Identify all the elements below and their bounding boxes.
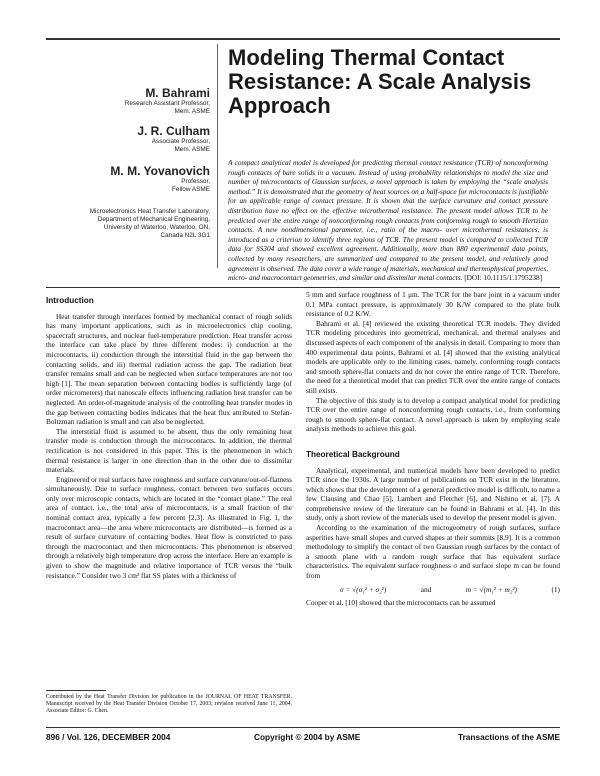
author-block — [137, 124, 210, 154]
paragraph: The objective of this study is to develop a compact analytical model for predicting TCR over the entire range of nonconforming rough contacts, i.e., from conforming rough to smooth sphere-flat contact. A novel approach is taken by employing scale analysis methods to achieve this goal. — [306, 395, 560, 434]
abstract-text: A compact analytical model is developed for predicting thermal contact resistance (TCR) of nonconforming rough contacts of bare solids in a vacuum. Instead of using probability relationships to model the size and number of microcontacts of Gaussian surfaces, a novel approach is taken by employing the “scale analysis method.” It is demonstrated that the geometry of heat sources on a half-space for microcontacts is justifiable for an applicable range of contact pressure. It is shown that the surface curvature and contact pressure distribution have no effect on the effective microthermal resistance. The present model allows TCR to be predicted over the entire range of nonconforming rough contacts from conforming rough to smooth Hertzian contacts. A new nondimensional parameter, i.e., ratio of the macro- over microthermal resistances, is introduced as a criterion to identify three regions of TCR. The present model is compared to collected TCR data for SS304 and showed excellent agreement. Additionally, more than 880 experimental data points, collected by many researchers, are summarized and compared to the present model, and relatively good agreement is observed. The data cover a wide range of materials, mechanical and thermophysical properties, micro- and macrocontact geometries, and similar and dissimilar metal contacts. — [228, 158, 548, 283]
author-role: Associate Professor, — [151, 138, 210, 145]
affiliation-line: Microelectronics Heat Transfer Laboratory, — [89, 208, 210, 215]
left-column — [46, 296, 292, 580]
paragraph: According to the examination of the microgeometry of rough surfaces, surface asperities have small slopes and curved shapes at their summits [8,9]. It is a common methodology to simplify the contact of two Gaussian rough surfaces by the contact of a smooth plane with a random rough surface that has equivalent surface characteristics. The equivalent surface roughness σ and surface slope m can be found from — [306, 523, 560, 581]
footnote: Contributed by the Heat Transfer Division for publication in the JOURNAL OF HEAT TRANSFER. Manuscript received by the Heat Transfer Division October 17, 2003; revision received June 11, 2004. Associate Editor: G. Chen. — [46, 694, 292, 714]
author-block — [125, 86, 210, 116]
affiliation — [90, 208, 210, 240]
author-name: M. Bahrami — [145, 86, 210, 100]
header-divider — [217, 44, 218, 268]
equation-sigma: σ = √(σ₁² + σ₂²) — [340, 584, 387, 594]
section-heading: Theoretical Background — [306, 449, 400, 459]
equation-1 — [306, 581, 560, 599]
footer-left: 896 / Vol. 126, DECEMBER 2004 — [46, 732, 171, 742]
paragraph: The interstitial fluid is assumed to be absent, thus the only remaining heat transfer mode is conduction through the microcontacts. In addition, the thermal rectification is not considered in this paper. This is the phenomenon in which thermal resistance is larger in one direction than in the other due to dissimilar materials. — [46, 426, 292, 475]
abstract-rule — [46, 287, 560, 288]
paragraph: Heat transfer through interfaces formed by mechanical contact of rough solids has many important applications, such as in microelectronics chip cooling, spacecraft structures, and nuclear fuel-temperature prediction. Heat transfer across the interface can take place by three different modes: i) conduction at the microcontacts, ii) conduction through the interstitial fluid in the gap between the contacting solids, and iii) thermal radiation across the gap. The radiation heat transfer remains small and can be neglected when surface temperatures are not too high [1]. The mean separation between contacting bodies is sufficiently large (of order micrometers) that nanoscale effects influencing radiation heat transfer can be neglected. An order-of-magnitude analysis of the controlling heat transfer modes in the gap between contacting bodies indicates that the heat flux attributed to Stefan-Boltzman radiation is small and can also be neglected. — [46, 311, 292, 427]
affiliation-line: Canada N2L 3G1 — [160, 232, 210, 239]
paragraph: Analytical, experimental, and numerical models have been developed to predict TCR since the 1930s. A large number of publications on TCR exist in the literature, which shows that the development of a general predictive model is difficult, to name a few Clausing and Chao [5], Lambert and Fletcher [6], and Nishino et al. [7]. A comprehensive review of the literature can be found in Bahrami et al. [4]. In this study, only a short review of the materials used to develop the present model is given. — [306, 465, 560, 523]
author-role: Mem. ASME — [174, 108, 210, 115]
footer-rule — [46, 727, 560, 728]
author-block — [110, 164, 210, 194]
author-role: Professor, — [181, 178, 210, 185]
author-name: J. R. Culham — [137, 124, 210, 138]
paragraph: 5 mm and surface roughness of 1 μm. The TCR for the bare joint in a vacuum under 0.1 MPa contact pressure, is approximately 30 K/W compared to the plate bulk resistance of 0.2 K/W. — [306, 290, 560, 319]
author-role: Research Assistant Professor, — [124, 100, 210, 107]
paragraph: Cooper et al. [10] showed that the microcontacts can be assumed — [306, 598, 496, 608]
affiliation-line: University of Waterloo, Waterloo, ON, — [103, 224, 210, 231]
author-role: Fellow ASME — [171, 186, 210, 193]
doi: [DOI: 10.1115/1.1795238] — [464, 273, 543, 283]
author-role: Mem. ASME — [174, 146, 210, 153]
equation-slope: m = √(m₁² + m₂²) — [465, 584, 517, 594]
paragraph: Engineered or real surfaces have roughness and surface curvature/out-of-flatness simultaneously. Due to surface roughness, contact between two surfaces occurs only over microscopic contacts, which are located in the “contact plane.” The real area of contact, i.e., the total area of microcontacts, is a small fraction of the nominal contact area, typically a few percent [2,3]. As illustrated in Fig. 1, the macrocontact area—the area where microcontacts are distributed—is formed as a result of surface curvature of contacting bodies. Heat flow is constricted to pass through the macrocontact and then microcontacts. This phenomenon is observed through a relatively high temperature drop across the interface. Here an example is given to show the magnitude and relative importance of TCR versus the “bulk resistance.” Consider two 3 cm² flat SS plates with a thickness of — [46, 474, 292, 580]
title-line: Approach — [228, 93, 331, 118]
paragraph: Bahrami et al. [4] reviewed the existing theoretical TCR models. They divided TCR modeling procedures into geometrical, mechanical, and thermal analyses and discussed aspects of each component of the analysis in detail. Comparing to more than 400 experimental data points, Bahrami et al. [4] showed that the existing analytical models are applicable only to the limiting cases, namely, conforming rough contacts and smooth sphere-flat contacts and do not cover the entire range of TCR. Therefore, the need for a theoretical model that can predict TCR over the entire range of contacts still exists. — [306, 318, 560, 395]
title-line: Modeling Thermal Contact — [228, 45, 505, 70]
section-heading: Introduction — [46, 296, 94, 305]
right-column — [306, 290, 560, 608]
footer-right: Transactions of the ASME — [457, 732, 560, 742]
abstract — [228, 158, 548, 283]
footnote-rule — [46, 690, 106, 691]
top-rule — [46, 38, 560, 40]
equation-number: (1) — [551, 584, 560, 594]
author-name: M. M. Yovanovich — [110, 164, 210, 178]
affiliation-line: Department of Mechanical Engineering, — [97, 216, 210, 223]
paper-title — [228, 46, 548, 118]
equation-and: and — [420, 584, 432, 594]
footer-center: Copyright © 2004 by ASME — [254, 732, 361, 742]
title-line: Resistance: A Scale Analysis — [228, 69, 532, 94]
